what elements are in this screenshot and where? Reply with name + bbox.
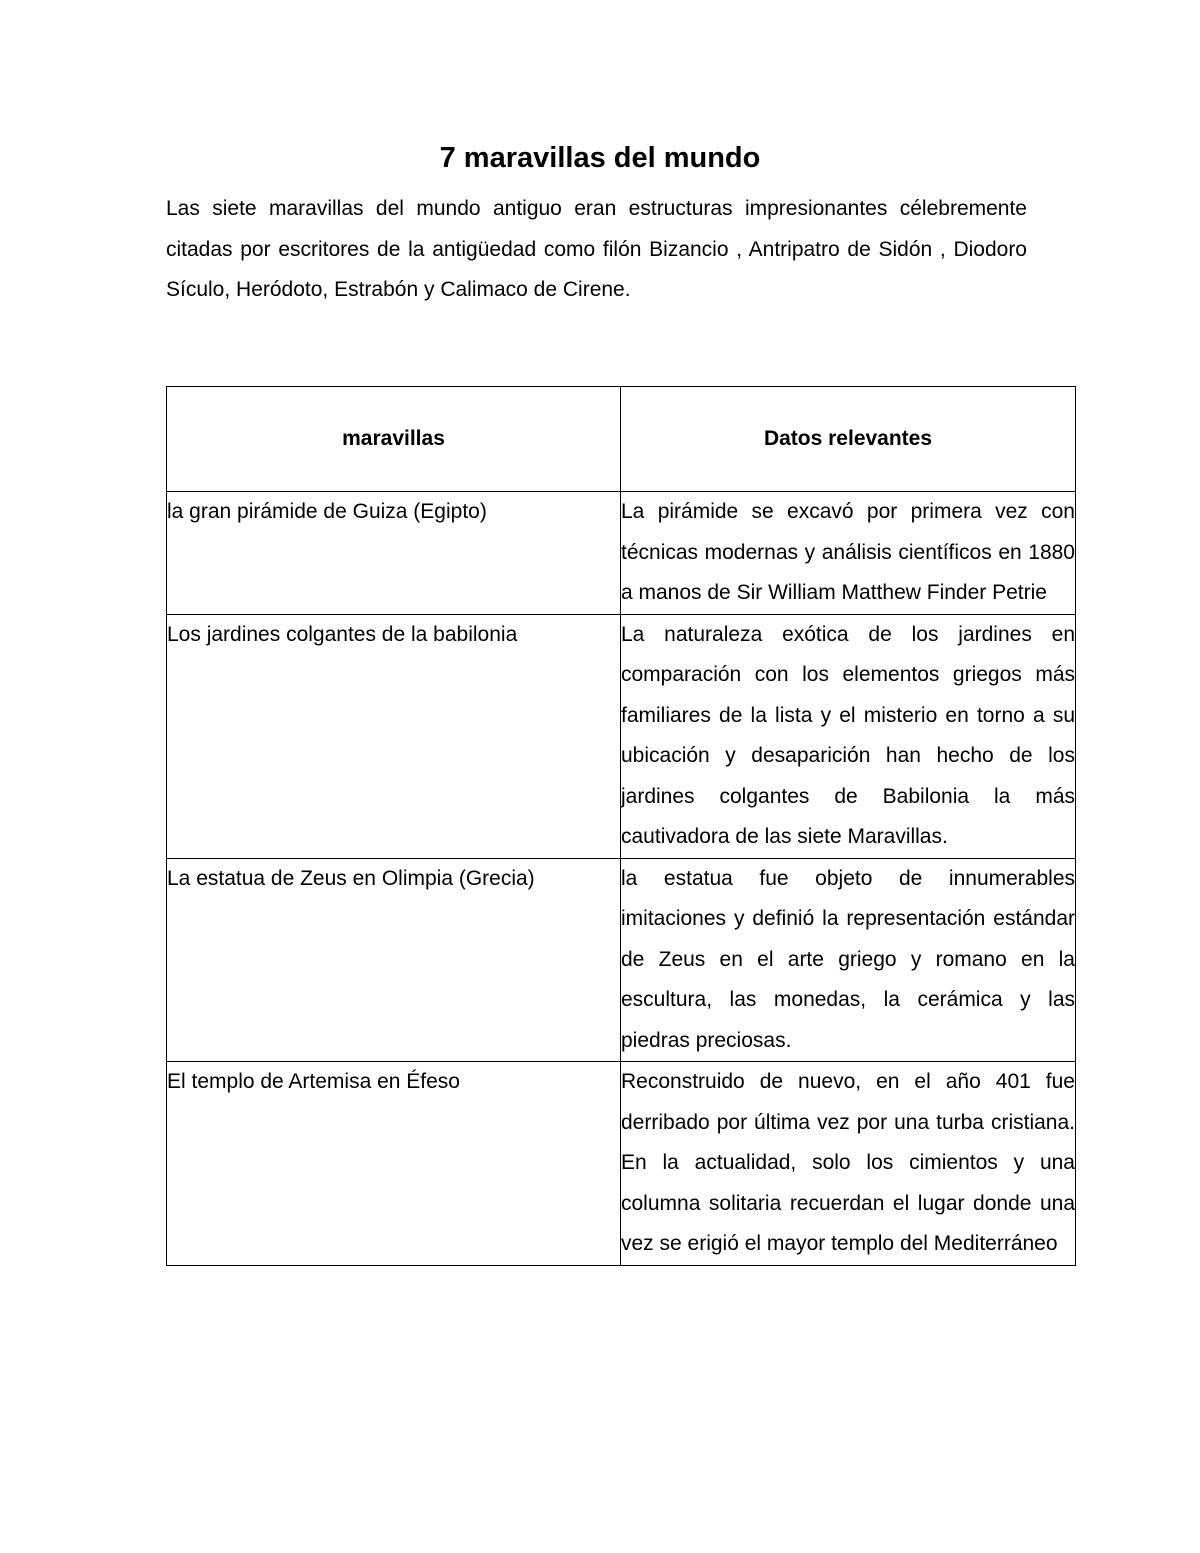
header-maravillas: maravillas	[167, 387, 621, 492]
wonder-data: La pirámide se excavó por primera vez con técnicas modernas y análisis científicos en 1880 a manos de Sir William Matthew Finder Petrie	[621, 492, 1076, 615]
wonder-data: Reconstruido de nuevo, en el año 401 fue derribado por última vez por una turba cristiana. En la actualidad, solo los cimientos y una columna solitaria recuerdan el lugar donde una vez se erigió el mayor templo del Mediterráneo	[621, 1062, 1076, 1266]
wonder-name: la gran pirámide de Guiza (Egipto)	[167, 492, 621, 615]
wonder-name: Los jardines colgantes de la babilonia	[167, 614, 621, 858]
table-row	[167, 492, 1076, 615]
header-datos-relevantes: Datos relevantes	[621, 387, 1076, 492]
document-title: 7 maravillas del mundo	[439, 142, 761, 174]
table-row	[167, 858, 1076, 1062]
table-row	[167, 614, 1076, 858]
wonder-data: La naturaleza exótica de los jardines en comparación con los elementos griegos más familiares de la lista y el misterio en torno a su ubicación y desaparición han hecho de los jardines colgantes de Babilonia la más cautivadora de las siete Maravillas.	[621, 614, 1076, 858]
intro-paragraph: Las siete maravillas del mundo antiguo eran estructuras impresionantes célebremente citadas por escritores de la antigüedad como filón Bizancio , Antripatro de Sidón , Diodoro Sículo, Heródoto, Estrabón y Calimaco de Cirene.	[166, 197, 1027, 301]
wonders-table	[166, 386, 1076, 1266]
table-header-row	[167, 387, 1076, 492]
table-row	[167, 1062, 1076, 1266]
wonder-name: La estatua de Zeus en Olimpia (Grecia)	[167, 858, 621, 1062]
wonder-name: El templo de Artemisa en Éfeso	[167, 1062, 621, 1266]
wonder-data: la estatua fue objeto de innumerables imitaciones y definió la representación estándar de Zeus en el arte griego y romano en la escultura, las monedas, la cerámica y las piedras preciosas.	[621, 858, 1076, 1062]
